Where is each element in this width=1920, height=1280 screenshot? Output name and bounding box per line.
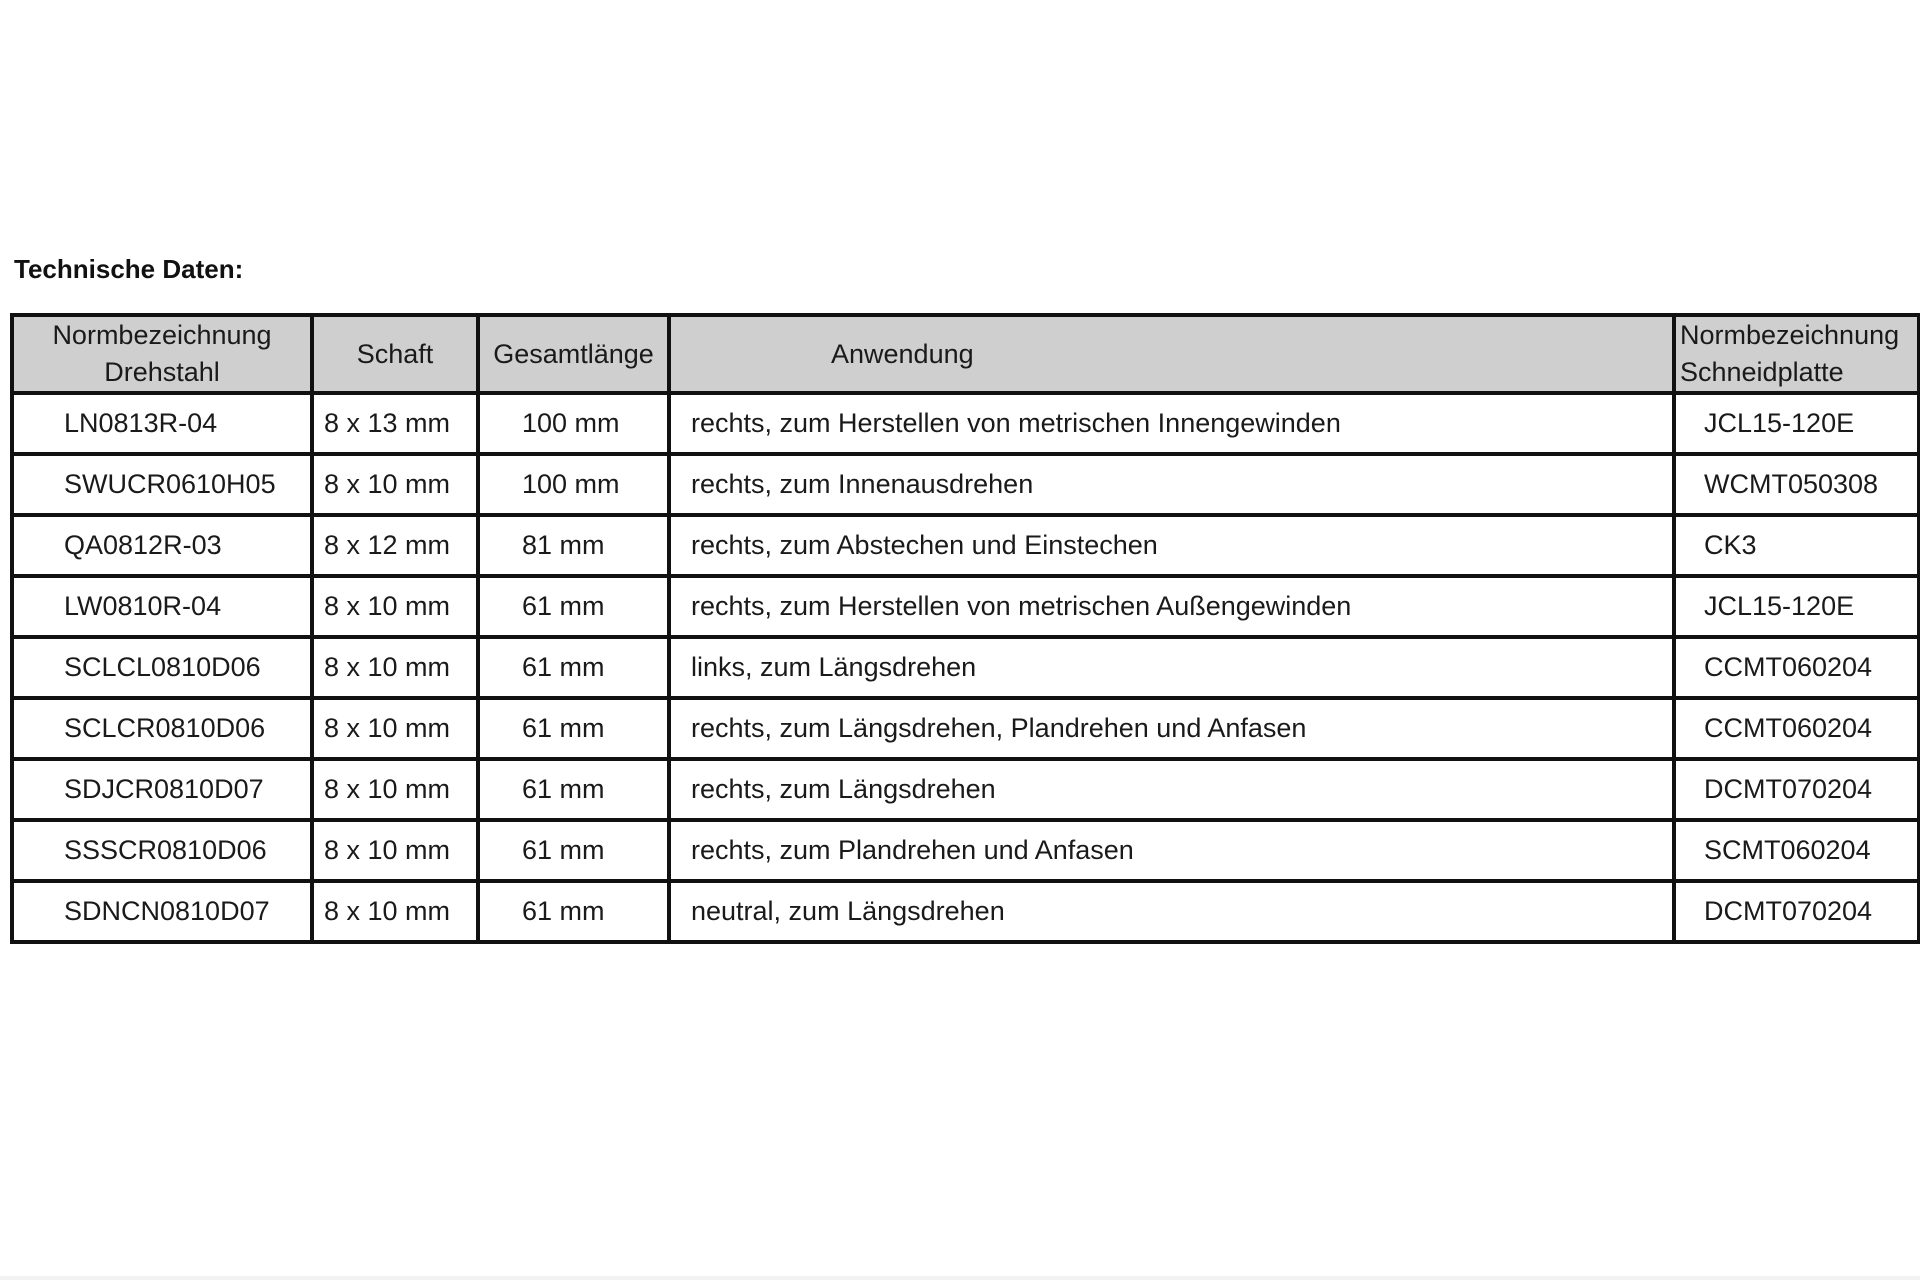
cell-anwendung: rechts, zum Herstellen von metrischen Außengewinden [669, 576, 1674, 637]
cell-schaft: 8 x 13 mm [312, 393, 478, 454]
cell-anwendung: rechts, zum Längsdrehen [669, 759, 1674, 820]
cell-drehstahl: SWUCR0610H05 [12, 454, 312, 515]
cell-schneidplatte: JCL15-120E [1674, 393, 1919, 454]
cell-gesamtlaenge: 61 mm [478, 881, 669, 942]
table-row [12, 454, 1919, 515]
cell-drehstahl: SSSCR0810D06 [12, 820, 312, 881]
cell-schneidplatte: DCMT070204 [1674, 881, 1919, 942]
cell-anwendung: rechts, zum Längsdrehen, Plandrehen und Anfasen [669, 698, 1674, 759]
cell-schaft: 8 x 10 mm [312, 759, 478, 820]
cell-schneidplatte: WCMT050308 [1674, 454, 1919, 515]
cell-gesamtlaenge: 81 mm [478, 515, 669, 576]
table-header [12, 315, 1919, 393]
header-schaft: Schaft [312, 315, 478, 393]
cell-schneidplatte: CCMT060204 [1674, 698, 1919, 759]
page-title: Technische Daten: [14, 254, 244, 284]
cell-gesamtlaenge: 100 mm [478, 454, 669, 515]
cell-schneidplatte: DCMT070204 [1674, 759, 1919, 820]
cell-drehstahl: SDJCR0810D07 [12, 759, 312, 820]
table-row [12, 393, 1919, 454]
cell-schneidplatte: JCL15-120E [1674, 576, 1919, 637]
cell-anwendung: neutral, zum Längsdrehen [669, 881, 1674, 942]
cell-drehstahl: SDNCN0810D07 [12, 881, 312, 942]
table-row [12, 576, 1919, 637]
cell-drehstahl: LW0810R-04 [12, 576, 312, 637]
table-body [12, 393, 1919, 942]
table-row [12, 820, 1919, 881]
cell-schaft: 8 x 10 mm [312, 454, 478, 515]
header-drehstahl-line2: Drehstahl [104, 357, 220, 387]
header-anwendung: Anwendung [669, 315, 1674, 393]
header-gesamtlaenge: Gesamtlänge [478, 315, 669, 393]
cell-anwendung: rechts, zum Herstellen von metrischen Innengewinden [669, 393, 1674, 454]
header-drehstahl [12, 315, 312, 393]
cell-anwendung: links, zum Längsdrehen [669, 637, 1674, 698]
table-row [12, 637, 1919, 698]
cell-anwendung: rechts, zum Innenausdrehen [669, 454, 1674, 515]
cell-schneidplatte: CK3 [1674, 515, 1919, 576]
cell-gesamtlaenge: 61 mm [478, 820, 669, 881]
header-schneidplatte [1674, 315, 1919, 393]
cell-drehstahl: QA0812R-03 [12, 515, 312, 576]
cell-gesamtlaenge: 100 mm [478, 393, 669, 454]
cell-schaft: 8 x 10 mm [312, 820, 478, 881]
cell-gesamtlaenge: 61 mm [478, 637, 669, 698]
spec-table [10, 313, 1920, 944]
cell-schaft: 8 x 10 mm [312, 637, 478, 698]
header-schneidplatte-line1: Normbezeichnung [1680, 320, 1900, 350]
header-schneidplatte-line2: Schneidplatte [1680, 357, 1844, 387]
header-drehstahl-line1: Normbezeichnung [52, 320, 272, 350]
cell-schaft: 8 x 12 mm [312, 515, 478, 576]
cell-gesamtlaenge: 61 mm [478, 759, 669, 820]
cell-gesamtlaenge: 61 mm [478, 698, 669, 759]
cell-schaft: 8 x 10 mm [312, 698, 478, 759]
cell-anwendung: rechts, zum Plandrehen und Anfasen [669, 820, 1674, 881]
cell-schneidplatte: SCMT060204 [1674, 820, 1919, 881]
cell-anwendung: rechts, zum Abstechen und Einstechen [669, 515, 1674, 576]
table-row [12, 881, 1919, 942]
cell-drehstahl: SCLCR0810D06 [12, 698, 312, 759]
page-bottom-strip [0, 1276, 1920, 1280]
header-row [12, 315, 1919, 393]
cell-drehstahl: LN0813R-04 [12, 393, 312, 454]
cell-drehstahl: SCLCL0810D06 [12, 637, 312, 698]
cell-schaft: 8 x 10 mm [312, 576, 478, 637]
cell-schneidplatte: CCMT060204 [1674, 637, 1919, 698]
table-row [12, 698, 1919, 759]
table-row [12, 759, 1919, 820]
cell-gesamtlaenge: 61 mm [478, 576, 669, 637]
cell-schaft: 8 x 10 mm [312, 881, 478, 942]
table-row [12, 515, 1919, 576]
